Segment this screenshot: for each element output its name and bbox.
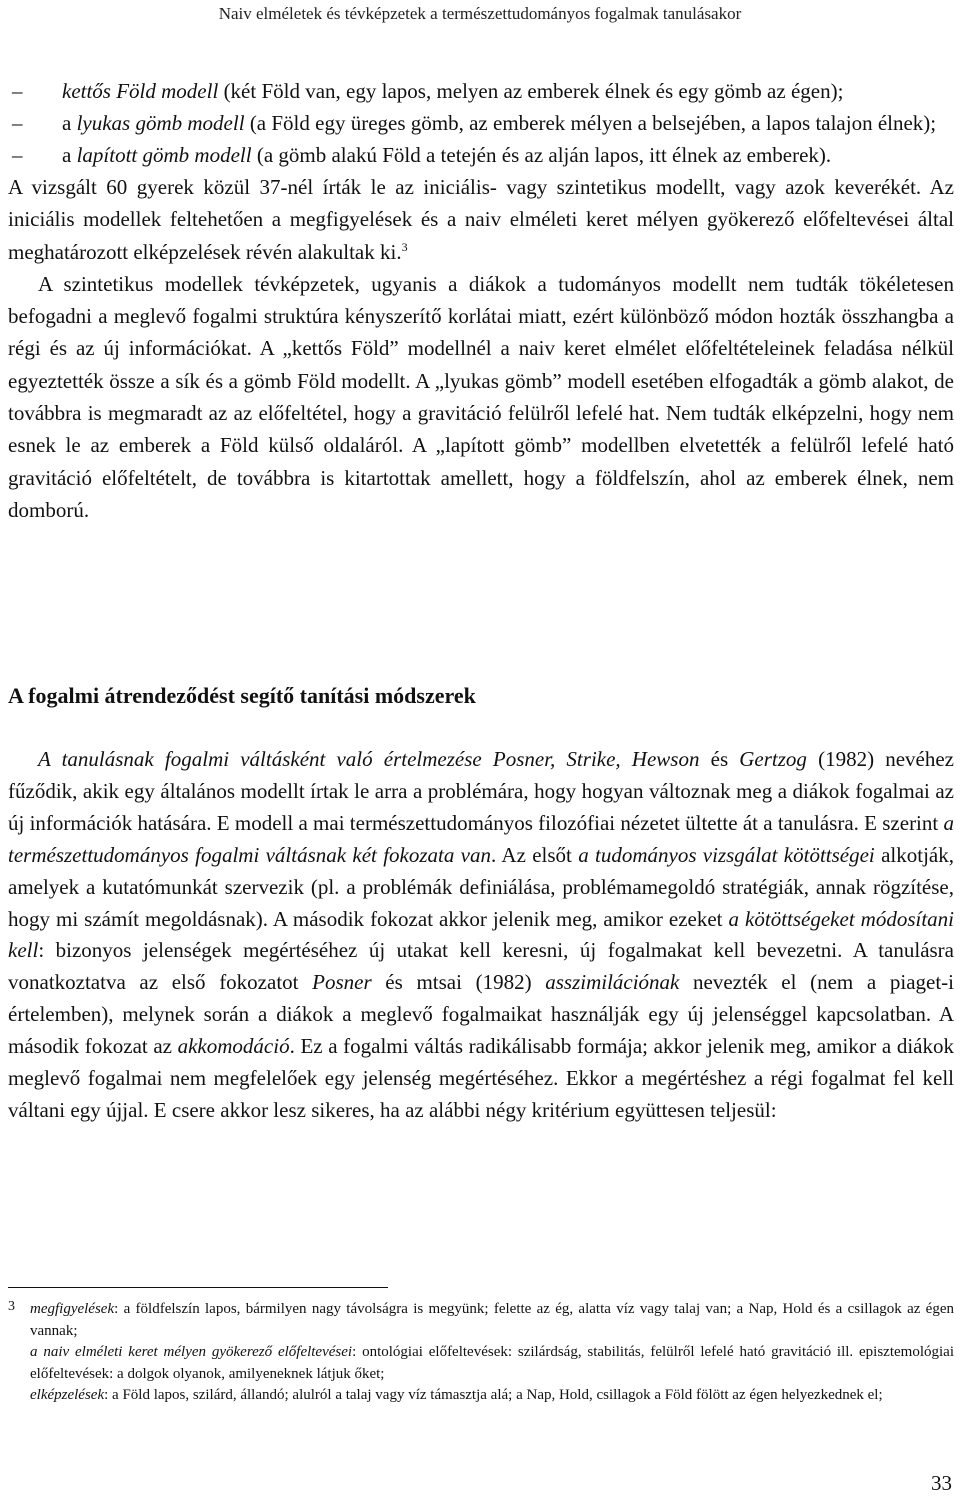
italic-span: a kötöttségeket módosítani kell bbox=[8, 906, 954, 963]
footnote-ref[interactable]: 3 bbox=[401, 239, 408, 254]
text-span: és mtsai (1982) bbox=[371, 970, 546, 995]
page-number: 33 bbox=[931, 1471, 952, 1495]
footnote bbox=[8, 1299, 954, 1407]
section-body bbox=[8, 744, 954, 1127]
text-span: alkotják, amelyek a kutatómunkát szervezik (pl. a problémák definiálása, problémamegoldó stratégiák, annak rögzítése, hogy mi számít megoldásnak). A második fokozat akkor jelenik meg, amikor ezeket bbox=[8, 842, 954, 931]
italic-span: asszimilációnak bbox=[545, 970, 680, 995]
text-span: : a Föld lapos, szilárd, állandó; alulról a talaj vagy víz támasztja alá; a Nap, Hold, csillagok a Föld fölött az égen helyezkednek el; bbox=[104, 1387, 883, 1403]
model-description: (két Föld van, egy lapos, melyen az emberek élnek és egy gömb az égen); bbox=[218, 79, 844, 103]
running-header: Naiv elméletek és tévképzetek a természettudományos fogalmak tanulásakor bbox=[218, 4, 742, 23]
italic-span: Posner bbox=[312, 970, 372, 995]
italic-span: megfigyelések bbox=[30, 1301, 115, 1317]
model-description: (a Föld egy üreges gömb, az emberek mélyen a belsejében, a lapos talajon élnek); bbox=[244, 111, 937, 135]
list-item bbox=[8, 75, 954, 107]
footnote-text bbox=[30, 1299, 954, 1407]
text-span: : a földfelszín lapos, bármilyen nagy távolságra is megyünk; felette az ég, alatta víz vagy talaj van; a Nap, Hold és a csillagok az égen vannak; bbox=[30, 1301, 954, 1339]
dash-marker: – bbox=[12, 143, 23, 167]
italic-span: a természettudományos fogalmi váltásnak két fokozata van bbox=[8, 810, 954, 867]
italic-span: akkomodáció bbox=[177, 1034, 290, 1059]
text-span: . Az elsőt bbox=[491, 842, 579, 867]
text-span: . Ez a fogalmi váltás radikálisabb formája; akkor jelenik meg, amikor a diákok meglevő fogalmai nem megfelelőek egy jelenség megértéséhez. Ekkor a megértéshez a régi fogalmat fel kell váltani egy újjal. E csere akkor lesz sikeres, ha az alábbi négy kritérium együttesen teljesül: bbox=[8, 1034, 954, 1122]
list-item bbox=[8, 107, 954, 139]
text-span: (1982) nevéhez fűződik, akik egy általános modellt írtak le arra a problémára, hogy hogyan változnak meg a diákok fogalmai az új információk hatására. E modell a mai természettudományos filozófiai nézetet ültette át a tanulásra. E szerint bbox=[8, 747, 954, 835]
paragraph-models-summary bbox=[8, 171, 954, 268]
section-heading: A fogalmi átrendeződést segítő tanítási módszerek bbox=[8, 683, 476, 708]
model-name: lyukas gömb modell bbox=[76, 111, 245, 135]
italic-span: a naiv elméleti keret mélyen gyökerező előfeltevései bbox=[30, 1344, 353, 1360]
dash-marker: – bbox=[12, 79, 23, 103]
italic-span: Gertzog bbox=[739, 747, 807, 771]
text-span: nevezték el (nem a piaget-i értelemben), melynek során a diákok a meglevő fogalmaikat használják egy új jelenséggel kapcsolatban. A második fokozat az bbox=[8, 970, 954, 1059]
list-item bbox=[8, 139, 954, 171]
text-span: : bizonyos jelenségek megértéséhez új utakat kell keresni, új fogalmakat kell bevezetni. A tanulásra vonatkoztatva az első fokozatot bbox=[8, 938, 954, 995]
italic-span: a tudományos vizsgálat kötöttségei bbox=[578, 842, 875, 867]
footnote-separator bbox=[8, 1287, 388, 1288]
model-description: (a gömb alakú Föld a tetején és az alján lapos, itt élnek az emberek). bbox=[251, 143, 832, 167]
italic-span: elképzelések bbox=[30, 1387, 105, 1403]
model-name: kettős Föld modell bbox=[62, 79, 219, 103]
italic-span: A tanulásnak fogalmi váltásként való értelmezése Posner, Strike, Hewson bbox=[38, 747, 700, 771]
article-text: a bbox=[62, 111, 77, 135]
paragraph-synthetic-models: A szintetikus modellek tévképzetek, ugyanis a diákok a tudományos modellt nem tudták tökéletesen befogadni a meglevő fogalmi struktúra kényszerítő korlátai miatt, ezért különböző módon hozták összhangba a régi és az új információkat. A „kettős Föld” modellnél a naiv keret elmélet előfeltételeinek feladása nélkül egyeztették össze a sík és a gömb Föld modellt. A „lyukas gömb” modell esetében elfogadták a gömb alakot, de továbbra is megmaradt az az előfeltétel, hogy a gravitáció felülről lefelé hat. Nem tudták elképzelni, hogy nem esnek le az emberek a Föld külső oldaláról. A „lapított gömb” modellben elvetették a felülről lefelé ható gravitáció előfeltételt, de továbbra is kitartottak amellett, hogy a földfelszín, ahol az emberek élnek, nem domború. bbox=[8, 271, 954, 522]
footnote-number: 3 bbox=[8, 1299, 15, 1314]
text-span: : ontológiai előfeltevések: szilárdság, stabilitás, felülről lefelé ható gravitáció ill. episztemológiai előfeltevések: a dolgok olyanok, amilyeneknek látjuk őket; bbox=[30, 1344, 954, 1382]
model-name: lapított gömb modell bbox=[76, 143, 252, 167]
article-text: a bbox=[62, 143, 77, 167]
dash-marker: – bbox=[12, 111, 23, 135]
paragraph-conceptual-change bbox=[8, 744, 954, 1127]
main-text bbox=[8, 75, 954, 526]
paragraph-text: A vizsgált 60 gyerek közül 37-nél írták le az iniciális- vagy szintetikus modellt, vagy azok keverékét. Az iniciális modellek feltehetően a megfigyelések és a naiv elméleti keret mélyen gyökerező előfeltevései által meghatározott elképzelések révén alakultak ki. bbox=[8, 175, 954, 264]
text-span: és bbox=[699, 747, 740, 771]
